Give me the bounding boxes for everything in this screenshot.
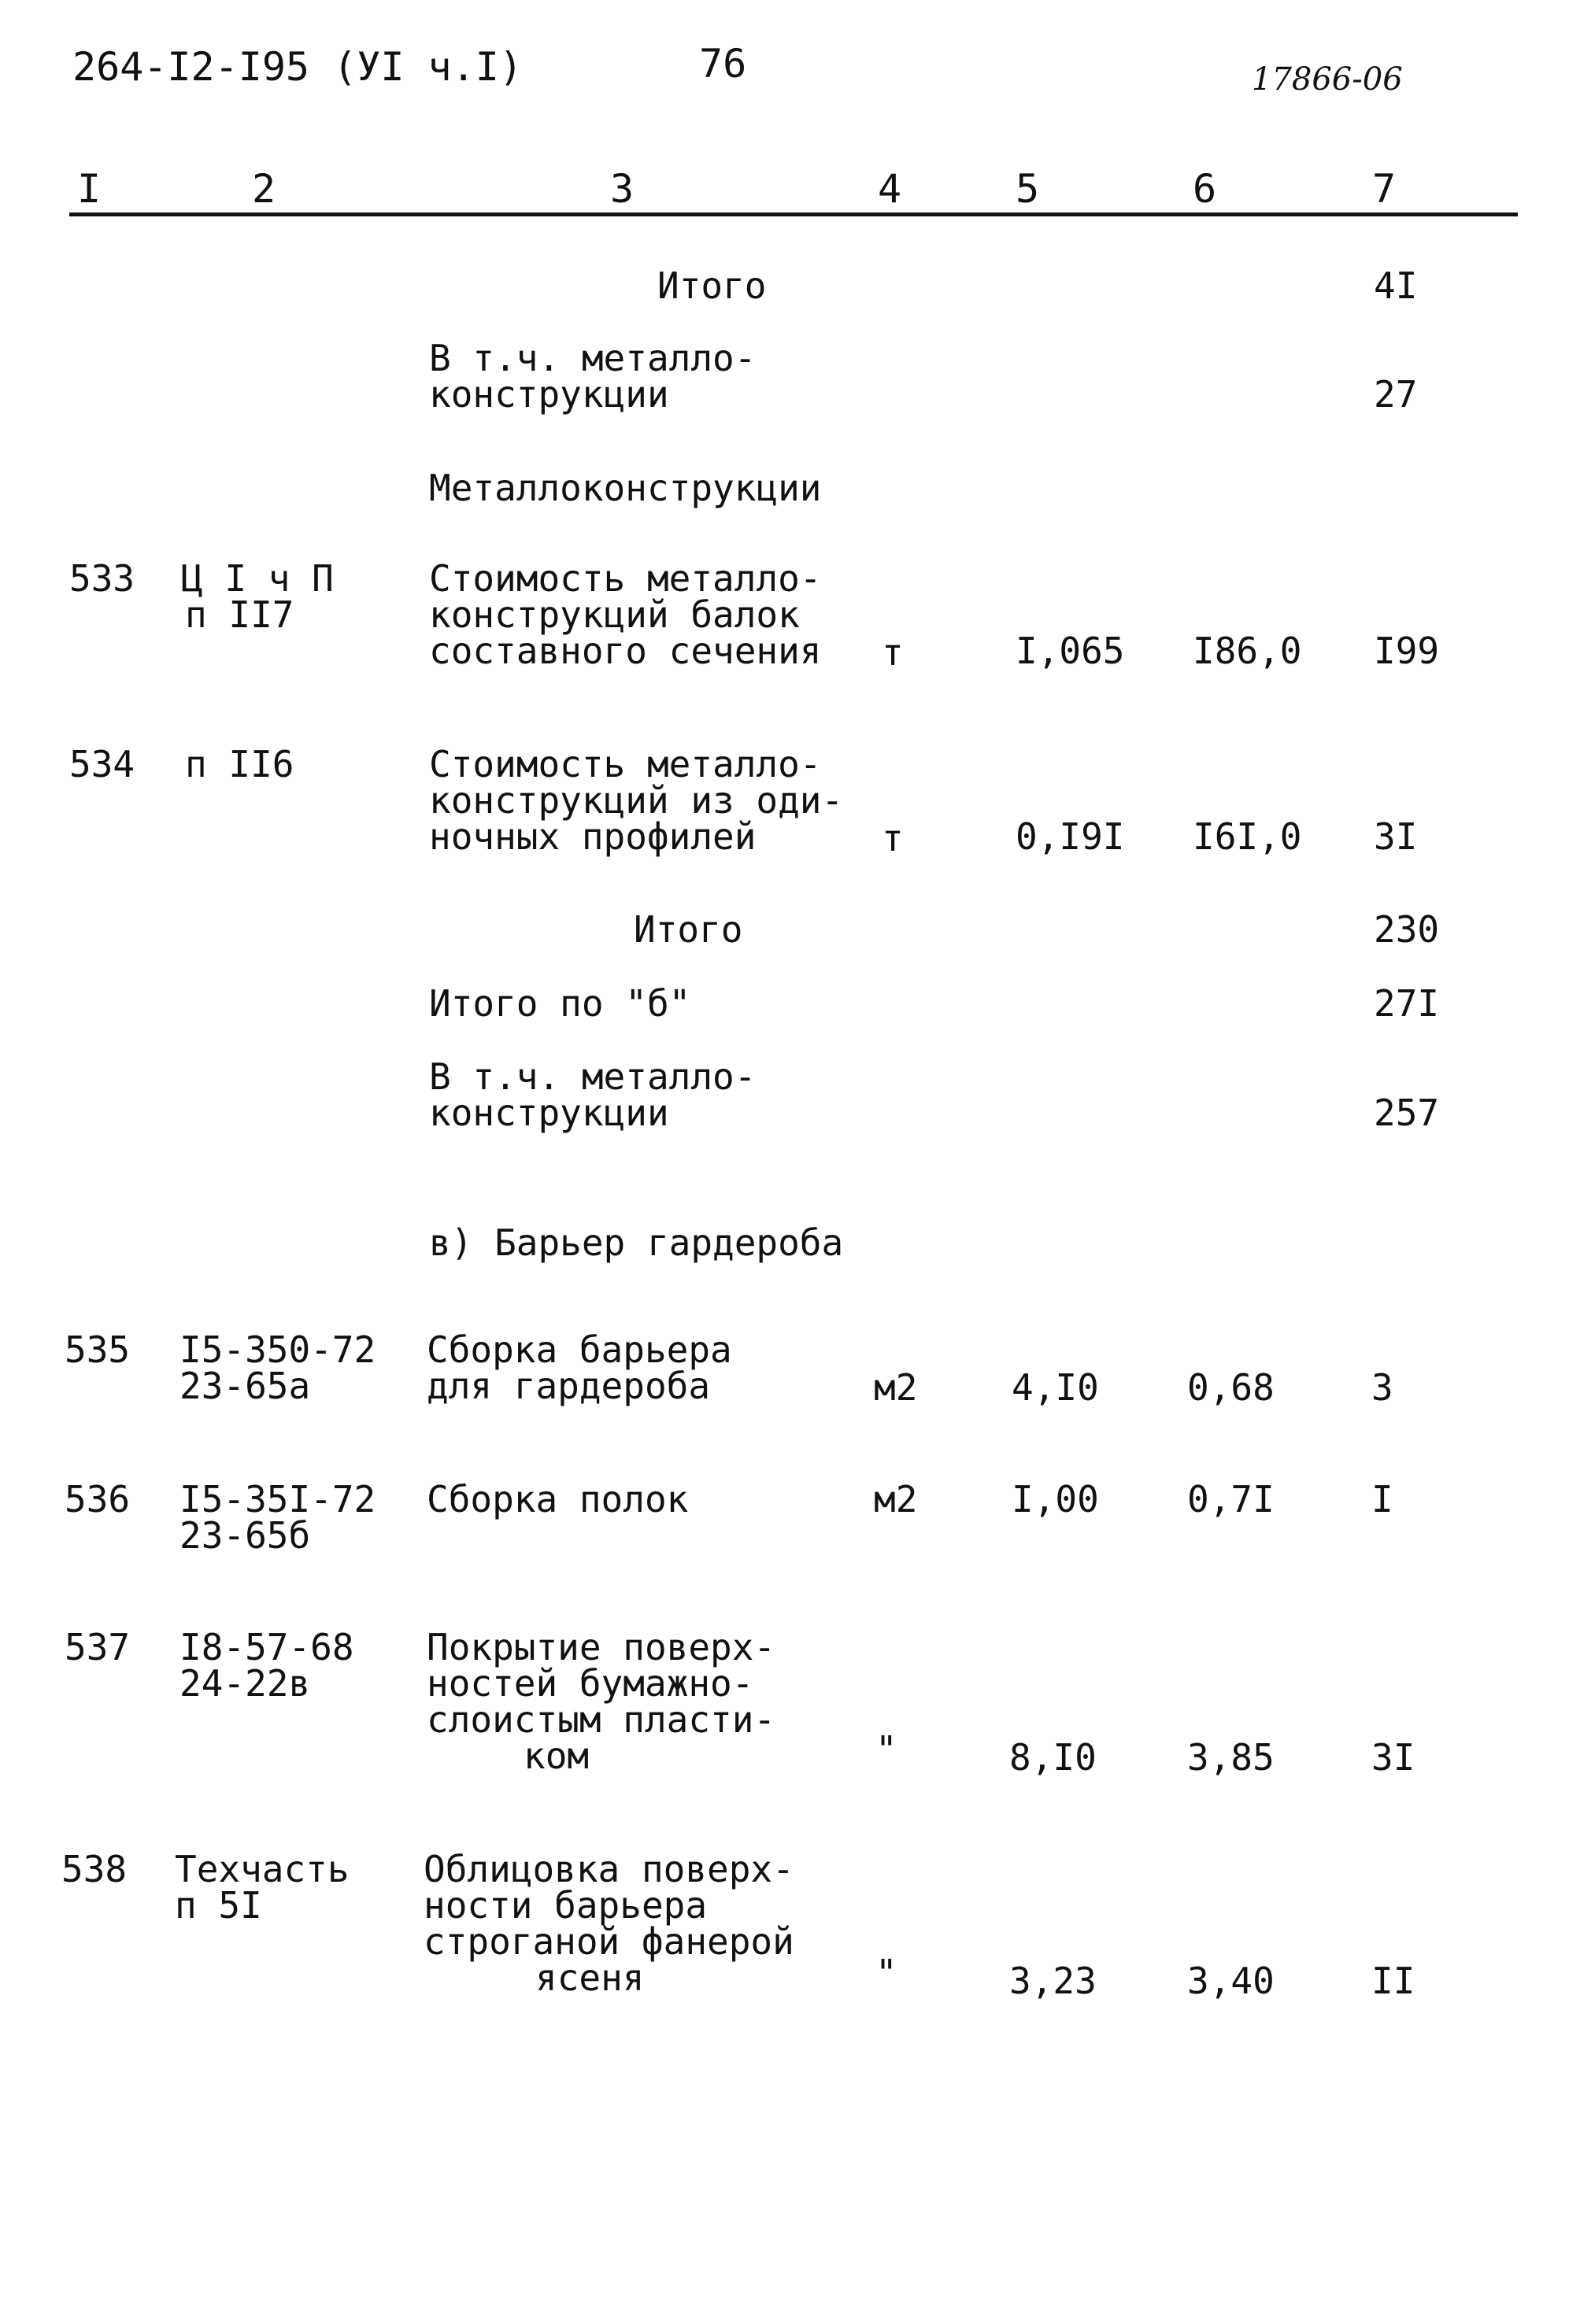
row-11-desc-1: ностей бумажно- <box>427 1662 754 1705</box>
row-4-desc-2: ночных профилей <box>429 815 757 858</box>
row-2-desc-0: Металлоконструкции <box>429 467 822 509</box>
row-12-unit: " <box>875 1952 897 1994</box>
row-7-desc-1: конструкции <box>429 1092 669 1134</box>
row-11-total: 3I <box>1371 1736 1415 1779</box>
handwritten-note: 17866-06 <box>1252 61 1403 98</box>
row-9-total: 3 <box>1371 1366 1393 1409</box>
row-12-qty: 3,23 <box>1009 1960 1097 2002</box>
row-1-desc-0: В т.ч. металло- <box>429 337 757 379</box>
row-10-desc-0: Сборка полок <box>427 1478 689 1520</box>
column-header-3: 3 <box>610 166 635 212</box>
row-12-desc-2: строганой фанерой <box>424 1920 794 1963</box>
row-3-unit: т <box>882 631 904 674</box>
row-12-ref-1: п 5I <box>175 1884 262 1927</box>
row-9-unit: м2 <box>874 1366 918 1409</box>
row-12-desc-3: ясеня <box>535 1956 645 1999</box>
row-5-desc-0: Итого <box>634 908 743 951</box>
column-header-2: 2 <box>252 166 276 212</box>
row-11-qty: 8,I0 <box>1009 1736 1097 1779</box>
row-1-desc-1: конструкции <box>429 373 669 416</box>
row-4-total: 3I <box>1374 815 1418 858</box>
row-8-desc-0: в) Барьер гардероба <box>429 1221 844 1264</box>
row-3-qty: I,065 <box>1016 630 1125 672</box>
row-10-unit: м2 <box>874 1478 918 1520</box>
row-12-price: 3,40 <box>1187 1960 1275 2002</box>
row-4-num: 534 <box>69 743 135 785</box>
column-header-6: 6 <box>1193 166 1217 212</box>
row-11-desc-3: ком <box>524 1735 590 1777</box>
row-3-desc-2: составного сечения <box>429 630 822 672</box>
row-9-ref-0: I5-350-72 <box>179 1328 376 1371</box>
row-11-num: 537 <box>65 1626 131 1668</box>
row-9-price: 0,68 <box>1187 1366 1275 1409</box>
row-3-ref-0: Ц I ч П <box>181 557 334 600</box>
row-7-total: 257 <box>1374 1092 1440 1134</box>
row-11-desc-2: слоистым пласти- <box>427 1698 776 1741</box>
row-3-desc-1: конструкций балок <box>429 593 800 636</box>
row-12-ref-0: Техчасть <box>175 1848 350 1890</box>
row-7-desc-0: В т.ч. металло- <box>429 1055 757 1098</box>
row-11-ref-1: 24-22в <box>179 1662 311 1705</box>
row-10-price: 0,7I <box>1187 1478 1275 1520</box>
row-4-ref-0: п II6 <box>185 743 294 785</box>
row-10-qty: I,00 <box>1012 1478 1099 1520</box>
row-9-desc-0: Сборка барьера <box>427 1328 732 1371</box>
row-9-ref-1: 23-65а <box>179 1365 311 1407</box>
row-4-desc-0: Стоимость металло- <box>429 743 822 785</box>
row-11-unit: " <box>875 1728 897 1771</box>
column-header-1: I <box>77 166 102 212</box>
row-12-desc-0: Облицовка поверх- <box>424 1848 794 1890</box>
row-4-unit: т <box>882 817 904 859</box>
row-0-desc-0: Итого <box>657 264 767 307</box>
row-12-num: 538 <box>61 1848 128 1890</box>
row-9-num: 535 <box>65 1328 131 1371</box>
row-10-ref-1: 23-65б <box>179 1514 311 1557</box>
row-9-desc-1: для гардероба <box>427 1365 711 1407</box>
doc-code: 264-I2-I95 (УI ч.I) <box>72 44 523 90</box>
page-number: 76 <box>699 41 747 87</box>
row-10-num: 536 <box>65 1478 131 1520</box>
row-6-desc-0: Итого по "б" <box>429 982 691 1025</box>
row-4-price: I6I,0 <box>1193 815 1302 858</box>
row-10-ref-0: I5-35I-72 <box>179 1478 376 1520</box>
row-3-num: 533 <box>69 557 135 600</box>
column-header-5: 5 <box>1016 166 1040 212</box>
row-11-desc-0: Покрытие поверх- <box>427 1626 776 1668</box>
row-4-desc-1: конструкций из оди- <box>429 779 844 822</box>
row-4-qty: 0,I9I <box>1016 815 1125 858</box>
row-1-total: 27 <box>1374 373 1418 416</box>
row-5-total: 230 <box>1374 908 1440 951</box>
row-3-desc-0: Стоимость металло- <box>429 557 822 600</box>
row-11-ref-0: I8-57-68 <box>179 1626 354 1668</box>
header-rule <box>69 212 1518 216</box>
row-12-total: II <box>1371 1960 1415 2002</box>
row-9-qty: 4,I0 <box>1012 1366 1099 1409</box>
column-header-7: 7 <box>1372 166 1397 212</box>
row-3-total: I99 <box>1374 630 1440 672</box>
row-0-total: 4I <box>1374 264 1418 307</box>
row-3-price: I86,0 <box>1193 630 1302 672</box>
row-6-total: 27I <box>1374 982 1440 1025</box>
column-header-4: 4 <box>878 166 902 212</box>
row-12-desc-1: ности барьера <box>424 1884 708 1927</box>
row-3-ref-1: п II7 <box>185 593 294 636</box>
row-10-total: I <box>1371 1478 1393 1520</box>
row-11-price: 3,85 <box>1187 1736 1275 1779</box>
